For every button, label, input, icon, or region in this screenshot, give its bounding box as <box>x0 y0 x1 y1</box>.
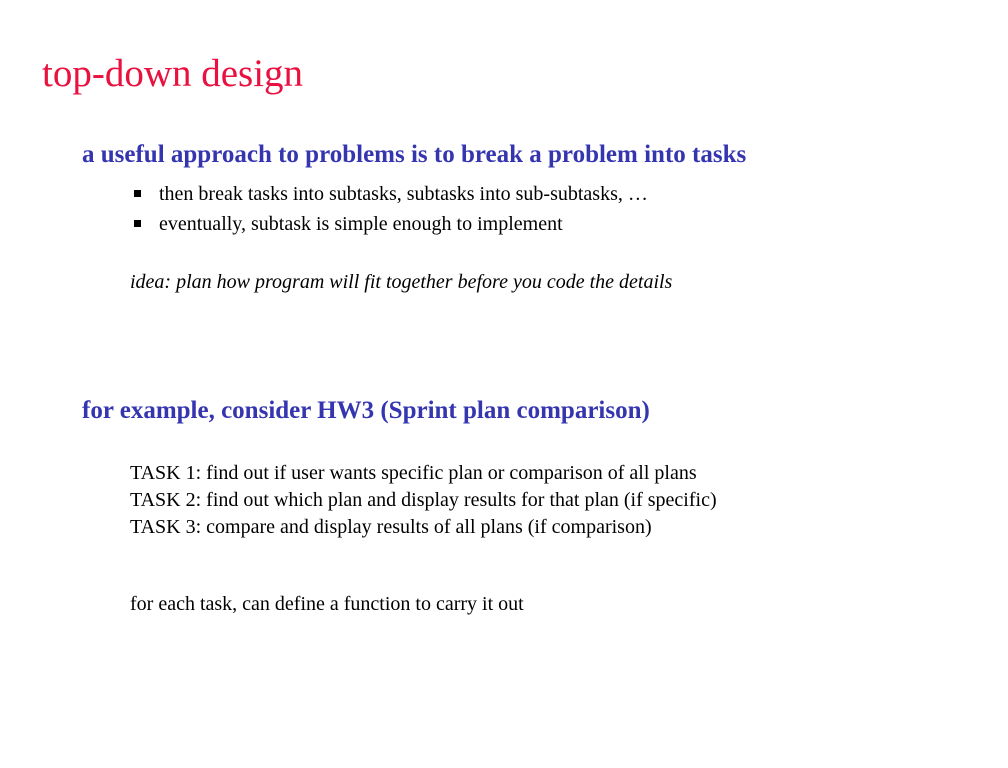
task-item: TASK 3: compare and display results of all plans (if comparison) <box>130 516 652 538</box>
bullet-text: then break tasks into subtasks, subtasks into sub-subtasks, … <box>159 183 648 205</box>
task-list <box>130 460 717 541</box>
bullet-item <box>130 209 648 239</box>
bullet-list <box>130 179 648 239</box>
section-heading-example: for example, consider HW3 (Sprint plan comparison) <box>82 397 650 424</box>
idea-note: idea: plan how program will fit together before you code the details <box>130 271 673 293</box>
square-bullet-icon <box>134 190 141 197</box>
task-item: TASK 2: find out which plan and display results for that plan (if specific) <box>130 489 717 511</box>
slide-title: top-down design <box>42 52 304 95</box>
bullet-text: eventually, subtask is simple enough to implement <box>159 213 563 235</box>
section-heading-approach: a useful approach to problems is to break a problem into tasks <box>82 141 747 168</box>
task-item: TASK 1: find out if user wants specific plan or comparison of all plans <box>130 462 697 484</box>
bullet-item <box>130 179 648 209</box>
function-note: for each task, can define a function to carry it out <box>130 593 524 615</box>
square-bullet-icon <box>134 220 141 227</box>
